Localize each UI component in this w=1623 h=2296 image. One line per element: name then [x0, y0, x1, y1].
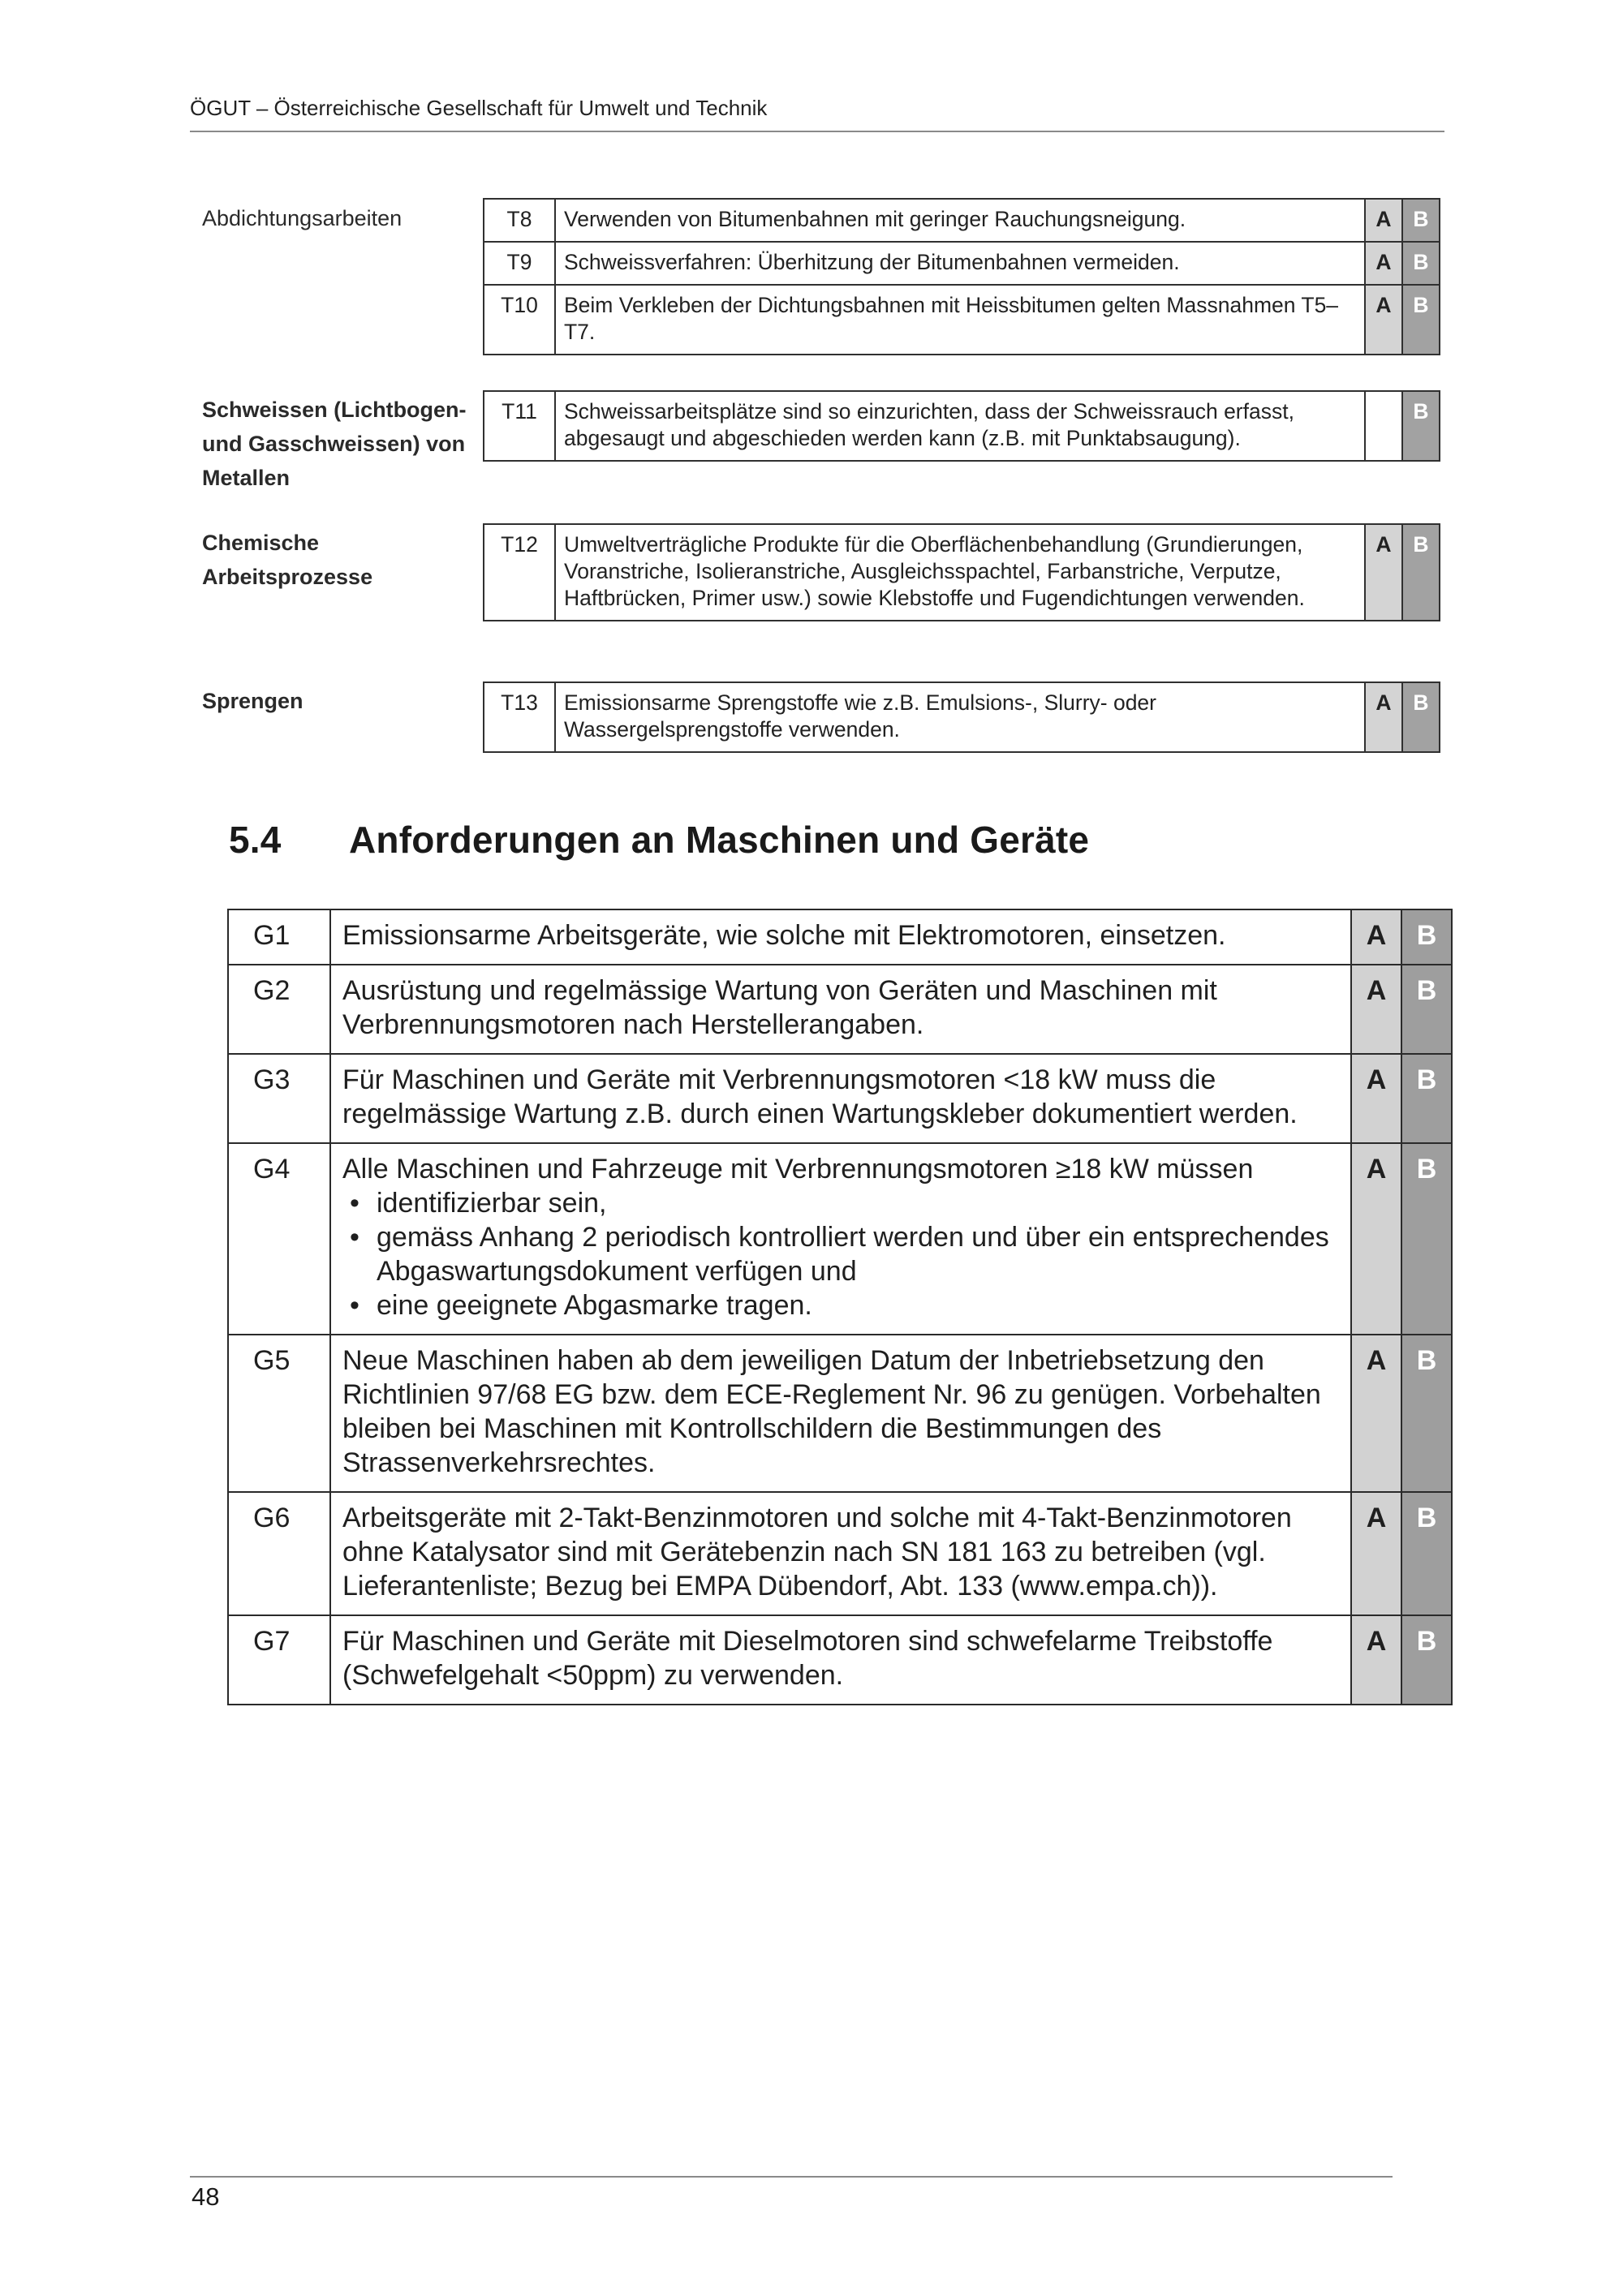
page-header — [190, 96, 1444, 132]
category-a-marker: A — [1365, 199, 1402, 242]
section-number: 5.4 — [229, 819, 282, 861]
list-item: • gemäss Anhang 2 periodisch kontrolliert werden und über ein entsprechendes Abgaswartungsdokument verfügen und — [377, 1220, 1339, 1288]
requirement-code: G6 — [228, 1492, 330, 1615]
page-number: 48 — [192, 2182, 220, 2211]
category-a-marker: A — [1351, 1492, 1401, 1615]
measure-code: T12 — [484, 524, 555, 621]
category-a-marker: A — [1365, 285, 1402, 355]
measure-text: Verwenden von Bitumenbahnen mit geringer Rauchungsneigung. — [555, 199, 1365, 242]
requirement-code: G4 — [228, 1143, 330, 1335]
requirement-code: G7 — [228, 1615, 330, 1705]
table-row — [228, 1492, 1452, 1615]
table-row — [228, 965, 1452, 1054]
requirement-text: Neue Maschinen haben ab dem jeweiligen Datum der Inbetriebsetzung den Richtlinien 97/68 EG bzw. dem ECE-Reglement Nr. 96 zu genügen. Vorbehalten bleiben bei Maschinen mit Kontrollschildern die Bestimmungen des Strassenverkehrsrechtes. — [330, 1335, 1351, 1492]
category-b-marker: B — [1402, 199, 1440, 242]
category-a-marker: A — [1351, 1143, 1401, 1335]
measures-table-schweissen — [483, 390, 1440, 462]
list-item: • eine geeignete Abgasmarke tragen. — [377, 1288, 1339, 1322]
section-heading — [229, 818, 1089, 862]
table-row — [484, 524, 1440, 621]
requirement-text: Für Maschinen und Geräte mit Verbrennungsmotoren <18 kW muss die regelmässige Wartung z.B. durch einen Wartungskleber dokumentiert werden. — [330, 1054, 1351, 1143]
measure-text: Emissionsarme Sprengstoffe wie z.B. Emulsions-, Slurry- oder Wassergelsprengstoffe verwenden. — [555, 682, 1365, 752]
category-b-marker: B — [1402, 391, 1440, 461]
table-row — [228, 1615, 1452, 1705]
requirement-code: G3 — [228, 1054, 330, 1143]
machines-table — [227, 909, 1453, 1705]
measure-code: T13 — [484, 682, 555, 752]
category-a-marker: A — [1365, 524, 1402, 621]
measure-code: T8 — [484, 199, 555, 242]
category-b-marker: B — [1401, 1492, 1452, 1615]
measure-text: Schweissarbeitsplätze sind so einzurichten, dass der Schweissrauch erfasst, abgesaugt und abgeschieden werden kann (z.B. mit Punktabsaugung). — [555, 391, 1365, 461]
measures-table-chemische — [483, 523, 1440, 621]
table-row — [228, 1143, 1452, 1335]
group-label-schweissen: Schweissen (Lichtbogen- und Gasschweissen) von Metallen — [202, 398, 467, 490]
measure-text: Umweltverträgliche Produkte für die Oberflächenbehandlung (Grundierungen, Voranstriche, Isolieranstriche, Ausgleichsspachtel, Farbanstriche, Verputze, Haftbrücken, Primer usw.) sowie Klebstoffe und Fugendichtungen verwenden. — [555, 524, 1365, 621]
measure-code: T11 — [484, 391, 555, 461]
measures-table-sprengen — [483, 681, 1440, 753]
measure-text: Beim Verkleben der Dichtungsbahnen mit Heissbitumen gelten Massnahmen T5–T7. — [555, 285, 1365, 355]
requirement-text: Alle Maschinen und Fahrzeuge mit Verbrennungsmotoren ≥18 kW müssen — [342, 1154, 1254, 1185]
category-b-marker: B — [1401, 1335, 1452, 1492]
category-b-marker: B — [1401, 909, 1452, 965]
list-item: • identifizierbar sein, — [377, 1186, 1339, 1220]
category-b-marker: B — [1401, 1615, 1452, 1705]
category-a-marker: A — [1351, 1054, 1401, 1143]
requirement-bullet-list — [342, 1186, 1339, 1322]
group-label-abdichtung: Abdichtungsarbeiten — [202, 206, 403, 230]
category-a-marker: A — [1351, 965, 1401, 1054]
category-a-marker: A — [1365, 242, 1402, 285]
category-b-marker: B — [1401, 1054, 1452, 1143]
group-label-chemische: Chemische Arbeitsprozesse — [202, 531, 373, 589]
requirement-text: Arbeitsgeräte mit 2-Takt-Benzinmotoren und solche mit 4-Takt-Benzinmotoren ohne Katalysator sind mit Gerätebenzin nach SN 181 163 zu betreiben (vgl. Lieferantenliste; Bezug bei EMPA Dübendorf, Abt. 133 (www.empa.ch)). — [330, 1492, 1351, 1615]
requirement-code: G5 — [228, 1335, 330, 1492]
category-b-marker: B — [1401, 1143, 1452, 1335]
table-row — [484, 391, 1440, 461]
measure-code: T10 — [484, 285, 555, 355]
header-title: ÖGUT – Österreichische Gesellschaft für Umwelt und Technik — [190, 96, 768, 120]
table-row — [484, 285, 1440, 355]
requirement-code: G2 — [228, 965, 330, 1054]
category-b-marker: B — [1402, 682, 1440, 752]
table-row — [228, 1054, 1452, 1143]
table-row — [484, 199, 1440, 242]
group-label-sprengen: Sprengen — [202, 689, 304, 713]
table-row — [484, 682, 1440, 752]
measures-table-abdichtung — [483, 198, 1440, 355]
category-a-marker: A — [1351, 1615, 1401, 1705]
footer-divider — [190, 2176, 1393, 2178]
category-b-marker: B — [1401, 965, 1452, 1054]
measure-text: Schweissverfahren: Überhitzung der Bitumenbahnen vermeiden. — [555, 242, 1365, 285]
requirement-text: Für Maschinen und Geräte mit Dieselmotoren sind schwefelarme Treibstoffe (Schwefelgehalt <50ppm) zu verwenden. — [330, 1615, 1351, 1705]
requirement-text: Ausrüstung und regelmässige Wartung von Geräten und Maschinen mit Verbrennungsmotoren nach Herstellerangaben. — [330, 965, 1351, 1054]
category-a-marker: A — [1351, 909, 1401, 965]
category-a-marker — [1365, 391, 1402, 461]
table-row — [228, 1335, 1452, 1492]
table-row — [228, 909, 1452, 965]
category-a-marker: A — [1365, 682, 1402, 752]
requirement-text: Emissionsarme Arbeitsgeräte, wie solche mit Elektromotoren, einsetzen. — [330, 909, 1351, 965]
category-b-marker: B — [1402, 285, 1440, 355]
section-title: Anforderungen an Maschinen und Geräte — [349, 819, 1090, 861]
category-b-marker: B — [1402, 524, 1440, 621]
category-a-marker: A — [1351, 1335, 1401, 1492]
requirement-cell — [330, 1143, 1351, 1335]
category-b-marker: B — [1402, 242, 1440, 285]
table-row — [484, 242, 1440, 285]
requirement-code: G1 — [228, 909, 330, 965]
measure-code: T9 — [484, 242, 555, 285]
